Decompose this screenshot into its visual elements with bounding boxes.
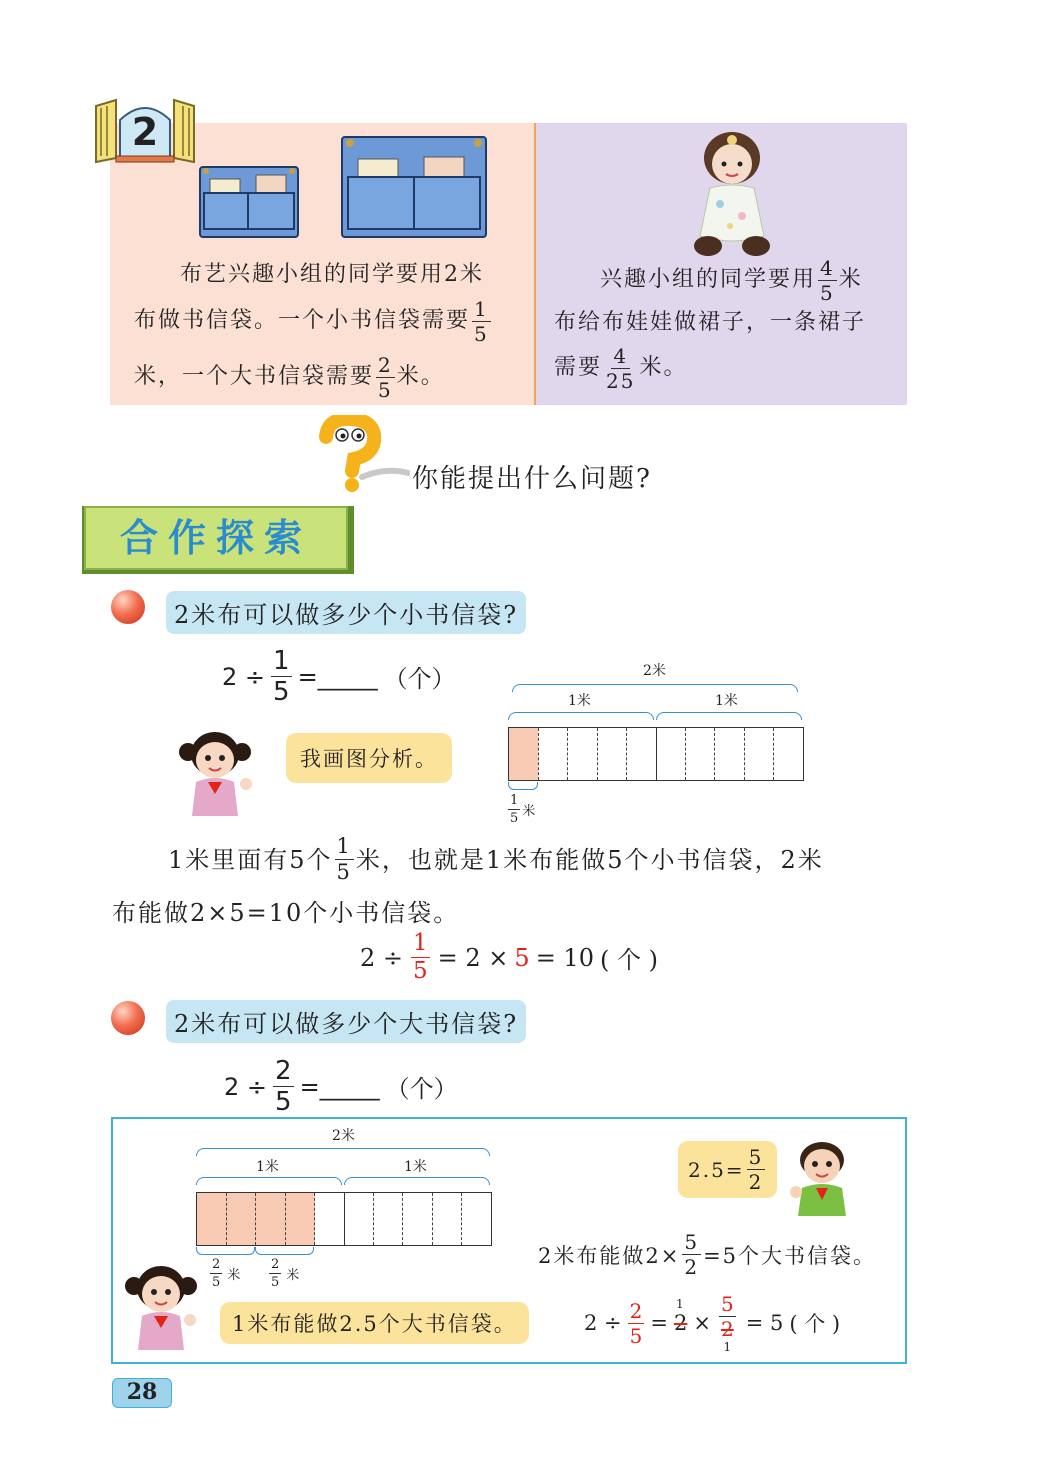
q2-expr-fraction: $\frac{2}{5}$ bbox=[275, 1056, 292, 1117]
q1-divider bbox=[714, 728, 715, 780]
q1-unit-label: $\frac{1}{5}$ 米 bbox=[510, 793, 536, 826]
q1-half-brace-1 bbox=[508, 712, 654, 720]
q2-calculation: 2 ÷ $\frac{2}{5}$ = 1 2 × 5 2 1 = 5 ( 个 ) bbox=[584, 1291, 841, 1354]
q2-unit-brace-2 bbox=[255, 1247, 314, 1255]
q2-divider bbox=[402, 1193, 403, 1245]
q1-shaded-segment bbox=[509, 728, 538, 780]
page-number: 28 bbox=[112, 1378, 172, 1408]
q2-half-label-1: 1米 bbox=[256, 1159, 279, 1175]
q2-unit-label-1: $\frac{2}{5}$ 米 bbox=[212, 1257, 241, 1290]
left-problem-line-1: 布艺兴趣小组的同学要用2米 bbox=[180, 262, 484, 287]
bullet-ball-icon bbox=[111, 590, 145, 624]
right-problem-line-3: 需要 $\frac{4}{25}$ 米。 bbox=[554, 343, 688, 393]
q2-half-label-2: 1米 bbox=[404, 1159, 427, 1175]
q1-explain-fraction: $\frac{1}{5}$ bbox=[336, 834, 352, 884]
q2-divider bbox=[461, 1193, 462, 1245]
q2-result: 2米布能做2× $\frac{5}{2}$ =5个大书信袋。 bbox=[538, 1230, 877, 1279]
q1-divider bbox=[685, 728, 686, 780]
small-pocket-illustration bbox=[198, 163, 300, 239]
q1-expression: 2 ÷ $\frac{1}{5}$ =_____ （个） bbox=[222, 646, 456, 707]
q2-unit-label-2: $\frac{2}{5}$ 米 bbox=[271, 1257, 300, 1290]
q2-divider bbox=[314, 1193, 315, 1245]
q1-calculation: 2 ÷ $\frac{1}{5}$ = 2 × 5 = 10 ( 个 ) bbox=[360, 930, 658, 984]
q2-divider bbox=[255, 1193, 256, 1245]
girl-speech-bubble-2: 1米布能做2.5个大书信袋。 bbox=[220, 1302, 529, 1344]
q1-total-label: 2米 bbox=[643, 663, 666, 679]
q2-total-label: 2米 bbox=[332, 1128, 355, 1144]
q1-half-brace-2 bbox=[656, 712, 802, 720]
q2-expression: 2 ÷ $\frac{2}{5}$ =_____ （个） bbox=[224, 1056, 458, 1117]
boy-avatar bbox=[786, 1138, 858, 1216]
q1-explanation-line-2: 布能做2×5=10个小书信袋。 bbox=[112, 899, 460, 927]
question-mark-mascot-icon bbox=[314, 415, 410, 493]
q2-half-brace-1 bbox=[196, 1177, 342, 1185]
q1-meter-divider bbox=[656, 728, 657, 780]
left-problem-line-2: 布做书信袋。一个小书信袋需要 $\frac{1}{5}$ bbox=[134, 296, 489, 346]
problem-number: 2 bbox=[131, 110, 159, 154]
fraction-two-fifths: $\frac{2}{5}$ bbox=[378, 352, 393, 402]
q1-divider bbox=[744, 728, 745, 780]
q1-divider bbox=[538, 728, 539, 780]
q2-divider bbox=[285, 1193, 286, 1245]
q1-divider bbox=[626, 728, 627, 780]
question-prompt: 你能提出什么问题? bbox=[412, 464, 652, 494]
q2-unit-brace-1 bbox=[196, 1247, 255, 1255]
q1-unit-brace bbox=[508, 782, 538, 790]
q2-question: 2米布可以做多少个大书信袋? bbox=[166, 1000, 526, 1043]
q1-calc-fraction: $\frac{1}{5}$ bbox=[413, 930, 428, 984]
q1-strip-diagram bbox=[508, 727, 804, 781]
q2-half-brace-2 bbox=[344, 1177, 490, 1185]
fraction-four-fifths: $\frac{4}{5}$ bbox=[820, 255, 835, 305]
q2-shaded-segment bbox=[197, 1193, 315, 1245]
q2-calc-fraction-2: 5 2 1 bbox=[720, 1291, 734, 1354]
doll-illustration bbox=[680, 128, 784, 260]
q2-calc-fraction: $\frac{2}{5}$ bbox=[629, 1298, 643, 1348]
q2-divider bbox=[432, 1193, 433, 1245]
left-problem-line-3: 米，一个大书信袋需要 $\frac{2}{5}$ 米。 bbox=[134, 352, 445, 402]
q2-divider bbox=[373, 1193, 374, 1245]
q2-divider bbox=[226, 1193, 227, 1245]
girl-speech-bubble-1: 我画图分析。 bbox=[286, 733, 452, 783]
q2-total-brace bbox=[196, 1148, 490, 1156]
panel-divider bbox=[534, 123, 536, 405]
q1-half-label-1: 1米 bbox=[568, 693, 591, 709]
right-problem-line-1: 兴趣小组的同学要用 $\frac{4}{5}$ 米 bbox=[600, 255, 863, 305]
large-pocket-illustration bbox=[340, 133, 488, 239]
section-title: 合作探索 bbox=[84, 506, 348, 570]
q2-strip-diagram bbox=[196, 1192, 492, 1246]
q1-expr-fraction: $\frac{1}{5}$ bbox=[273, 646, 290, 707]
girl-avatar bbox=[176, 728, 258, 816]
right-problem-line-2: 布给布娃娃做裙子，一条裙子 bbox=[554, 310, 867, 335]
q1-question: 2米布可以做多少个小书信袋? bbox=[166, 591, 526, 634]
cancelled-two: 1 2 bbox=[673, 1297, 688, 1335]
boy-speech-bubble: 2.5= $\frac{5}{2}$ bbox=[678, 1141, 777, 1198]
q1-half-label-2: 1米 bbox=[715, 693, 738, 709]
q2-meter-divider bbox=[344, 1193, 345, 1245]
bullet-ball-icon bbox=[111, 1001, 145, 1035]
fraction-four-25ths: $\frac{4}{25}$ bbox=[606, 343, 636, 393]
q1-divider bbox=[567, 728, 568, 780]
q1-explanation-line-1: 1米里面有5个 $\frac{1}{5}$ 米，也就是1米布能做5个小书信袋，2米 bbox=[168, 834, 824, 884]
q1-divider bbox=[773, 728, 774, 780]
q1-divider bbox=[597, 728, 598, 780]
window-badge bbox=[92, 98, 198, 164]
boy-speech-fraction: $\frac{5}{2}$ bbox=[748, 1145, 764, 1194]
q1-total-brace bbox=[512, 684, 798, 692]
fraction-one-fifth: $\frac{1}{5}$ bbox=[474, 296, 489, 346]
girl-avatar-2 bbox=[124, 1264, 204, 1350]
q2-result-fraction: $\frac{5}{2}$ bbox=[684, 1230, 700, 1279]
